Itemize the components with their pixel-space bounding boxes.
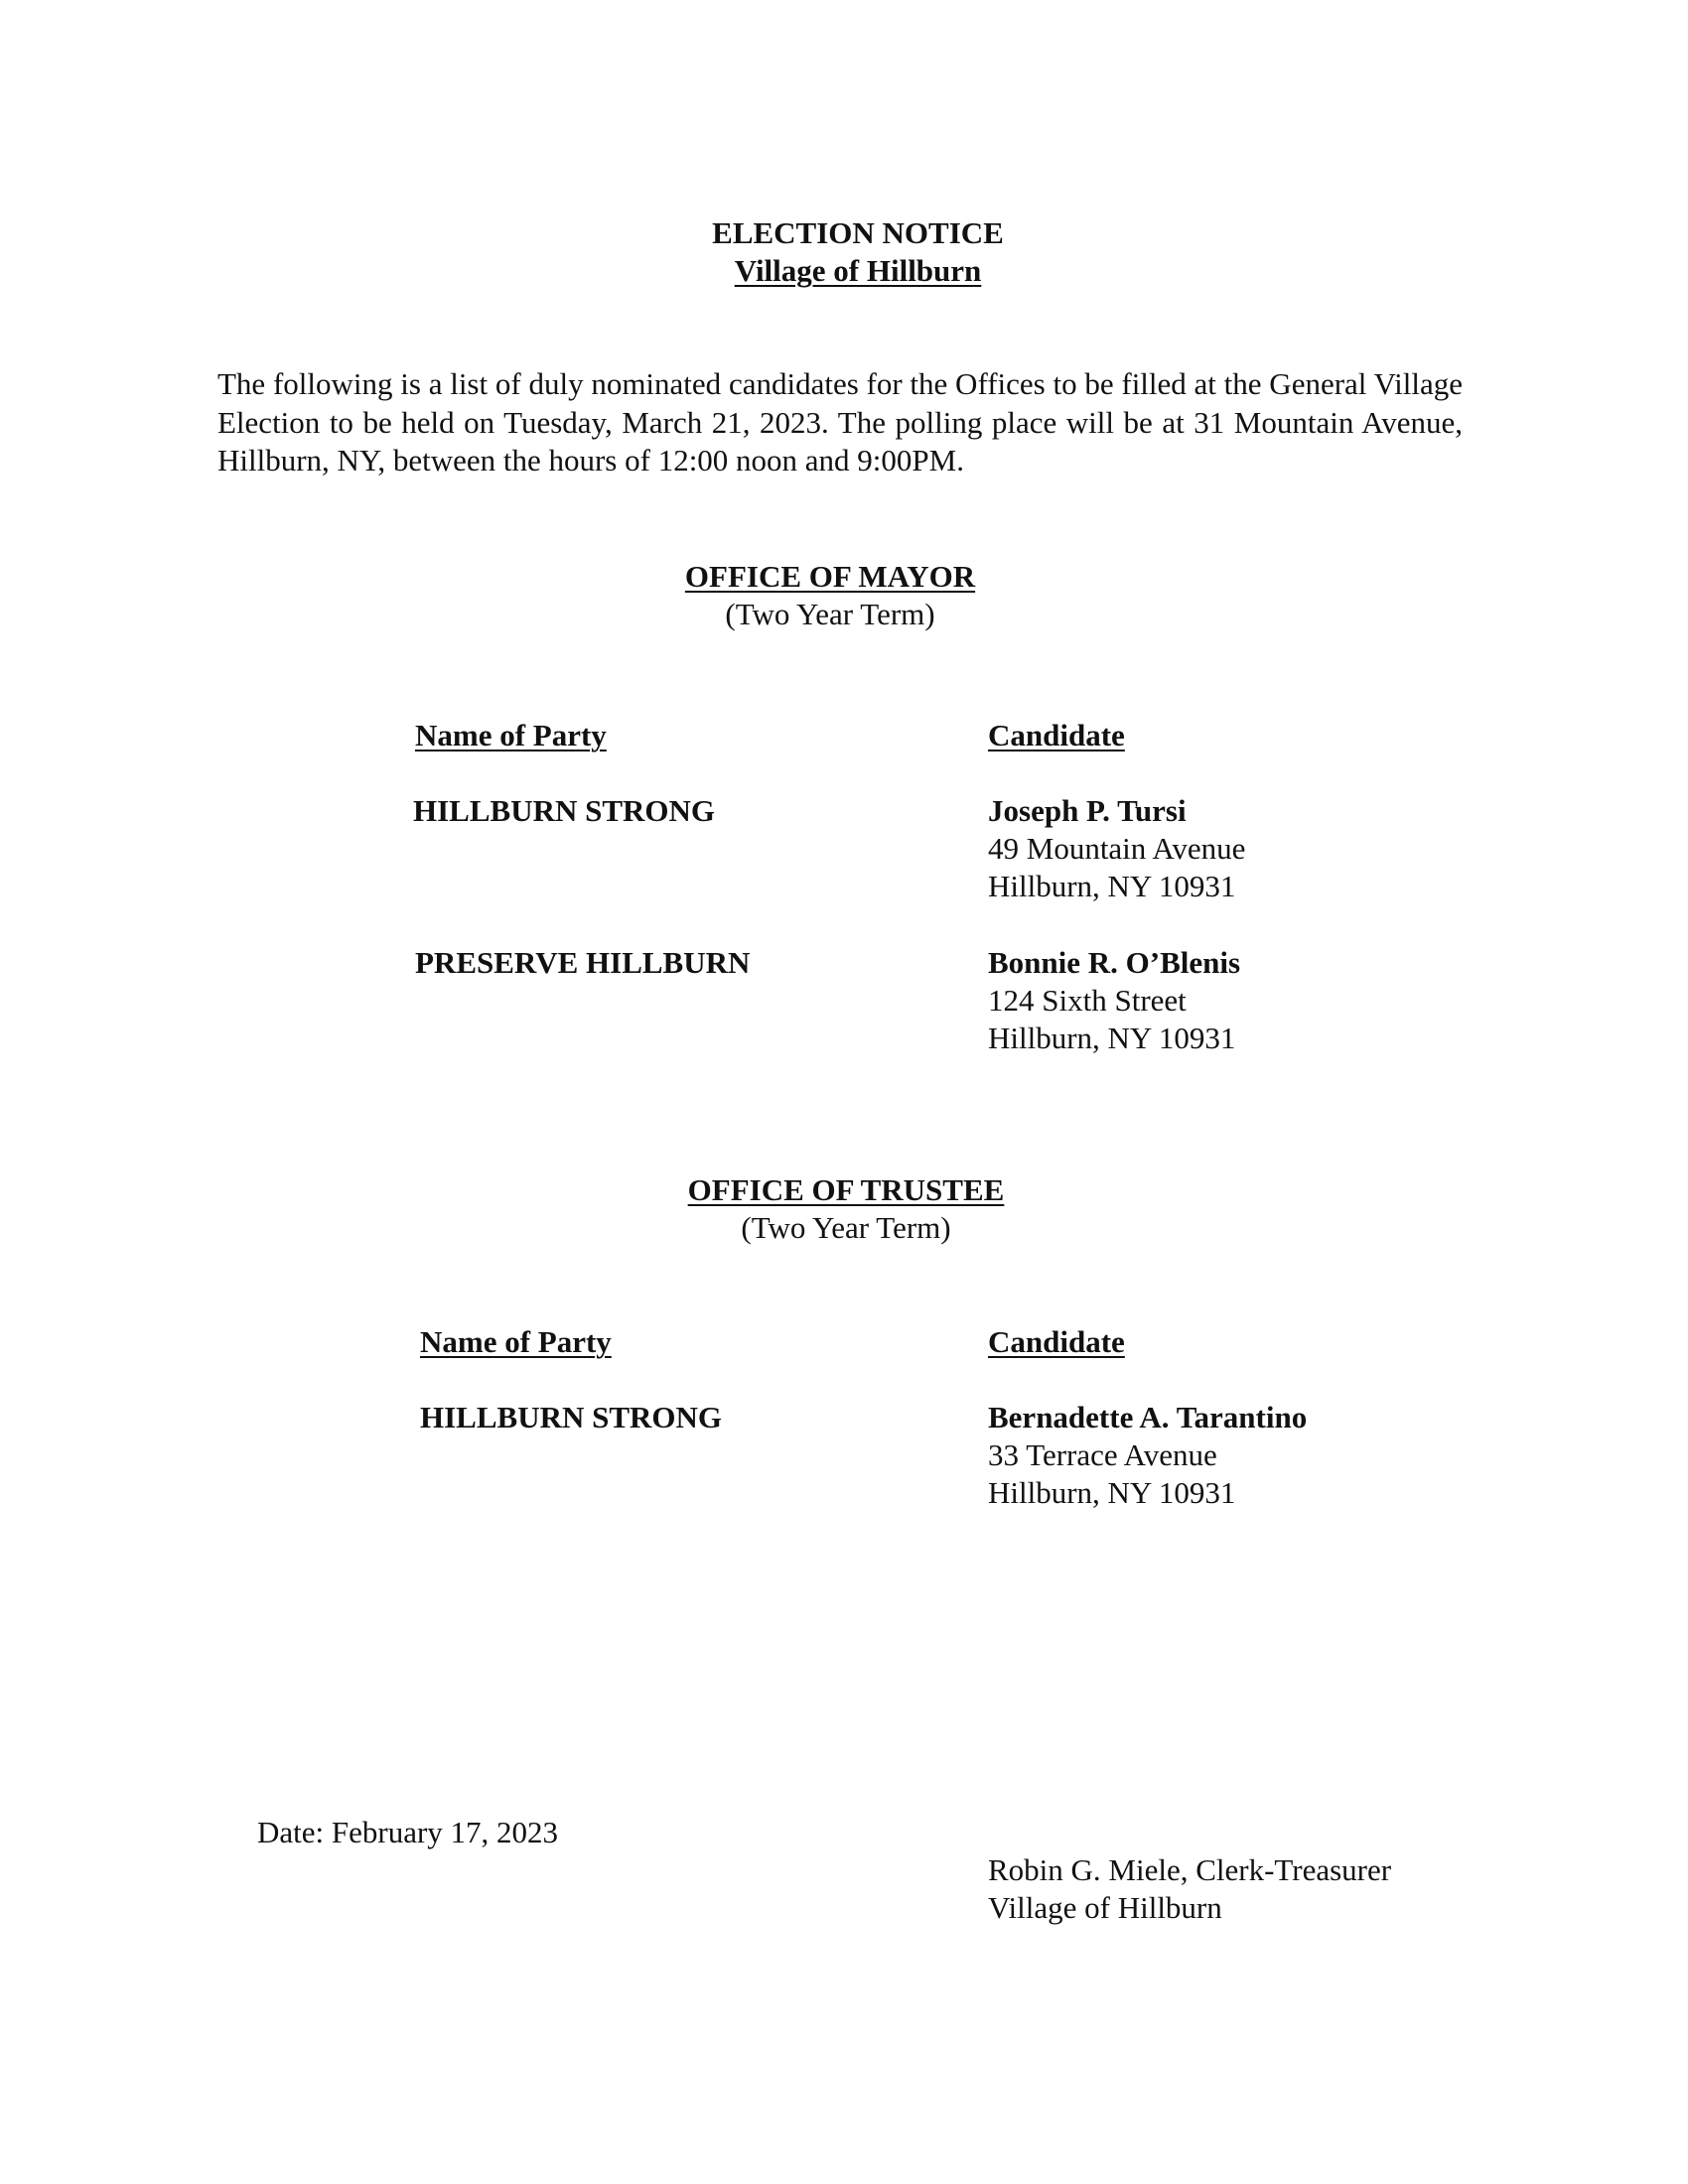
- mayor-candidate-column-header: Candidate: [988, 718, 1125, 752]
- candidate-name: Bernadette A. Tarantino: [988, 1400, 1308, 1434]
- mayor-heading: [0, 558, 1674, 596]
- notice-subtitle-text: Village of Hillburn: [734, 253, 982, 288]
- candidate-name: Bonnie R. O’Blenis: [988, 945, 1241, 980]
- candidate-address-line2: Hillburn, NY 10931: [988, 869, 1236, 903]
- trustee-heading: [2, 1171, 1688, 1209]
- trustee-party-column-header: Name of Party: [420, 1324, 612, 1359]
- candidate-address-line1: 33 Terrace Avenue: [988, 1437, 1217, 1472]
- trustee-candidate-column-header: Candidate: [988, 1324, 1125, 1359]
- mayor-party-1: HILLBURN STRONG: [413, 793, 716, 828]
- mayor-party-column-header: Name of Party: [415, 718, 607, 752]
- mayor-party-2: PRESERVE HILLBURN: [415, 945, 751, 980]
- trustee-term: (Two Year Term): [741, 1210, 951, 1245]
- signer-name-title: Robin G. Miele, Clerk-Treasurer: [988, 1852, 1392, 1887]
- intro-paragraph: The following is a list of duly nominated candidates for the Offices to be filled at the General Village Election to be held on Tuesday, March 21, 2023. The polling place will be at 31 Mountain Avenue, Hillburn, NY, between the hours of 12:00 noon and 9:00PM.: [217, 366, 1463, 478]
- notice-subtitle: [14, 252, 1688, 290]
- candidate-name: Joseph P. Tursi: [988, 793, 1187, 828]
- mayor-term: (Two Year Term): [725, 597, 935, 631]
- candidate-address-line1: 124 Sixth Street: [988, 983, 1187, 1018]
- candidate-address-line2: Hillburn, NY 10931: [988, 1475, 1236, 1510]
- notice-date: Date: February 17, 2023: [257, 1815, 559, 1849]
- trustee-heading-text: OFFICE OF TRUSTEE: [687, 1172, 1005, 1207]
- mayor-candidate-2: [988, 944, 1240, 1057]
- trustee-party-1: HILLBURN STRONG: [420, 1400, 723, 1434]
- signer-organization: Village of Hillburn: [988, 1890, 1222, 1925]
- mayor-candidate-1: [988, 792, 1245, 905]
- notice-title: ELECTION NOTICE: [712, 215, 1004, 250]
- candidate-address-line1: 49 Mountain Avenue: [988, 831, 1246, 866]
- signature-block: [988, 1851, 1391, 1927]
- mayor-heading-text: OFFICE OF MAYOR: [684, 559, 976, 594]
- candidate-address-line2: Hillburn, NY 10931: [988, 1021, 1236, 1055]
- trustee-candidate-1: [988, 1399, 1307, 1512]
